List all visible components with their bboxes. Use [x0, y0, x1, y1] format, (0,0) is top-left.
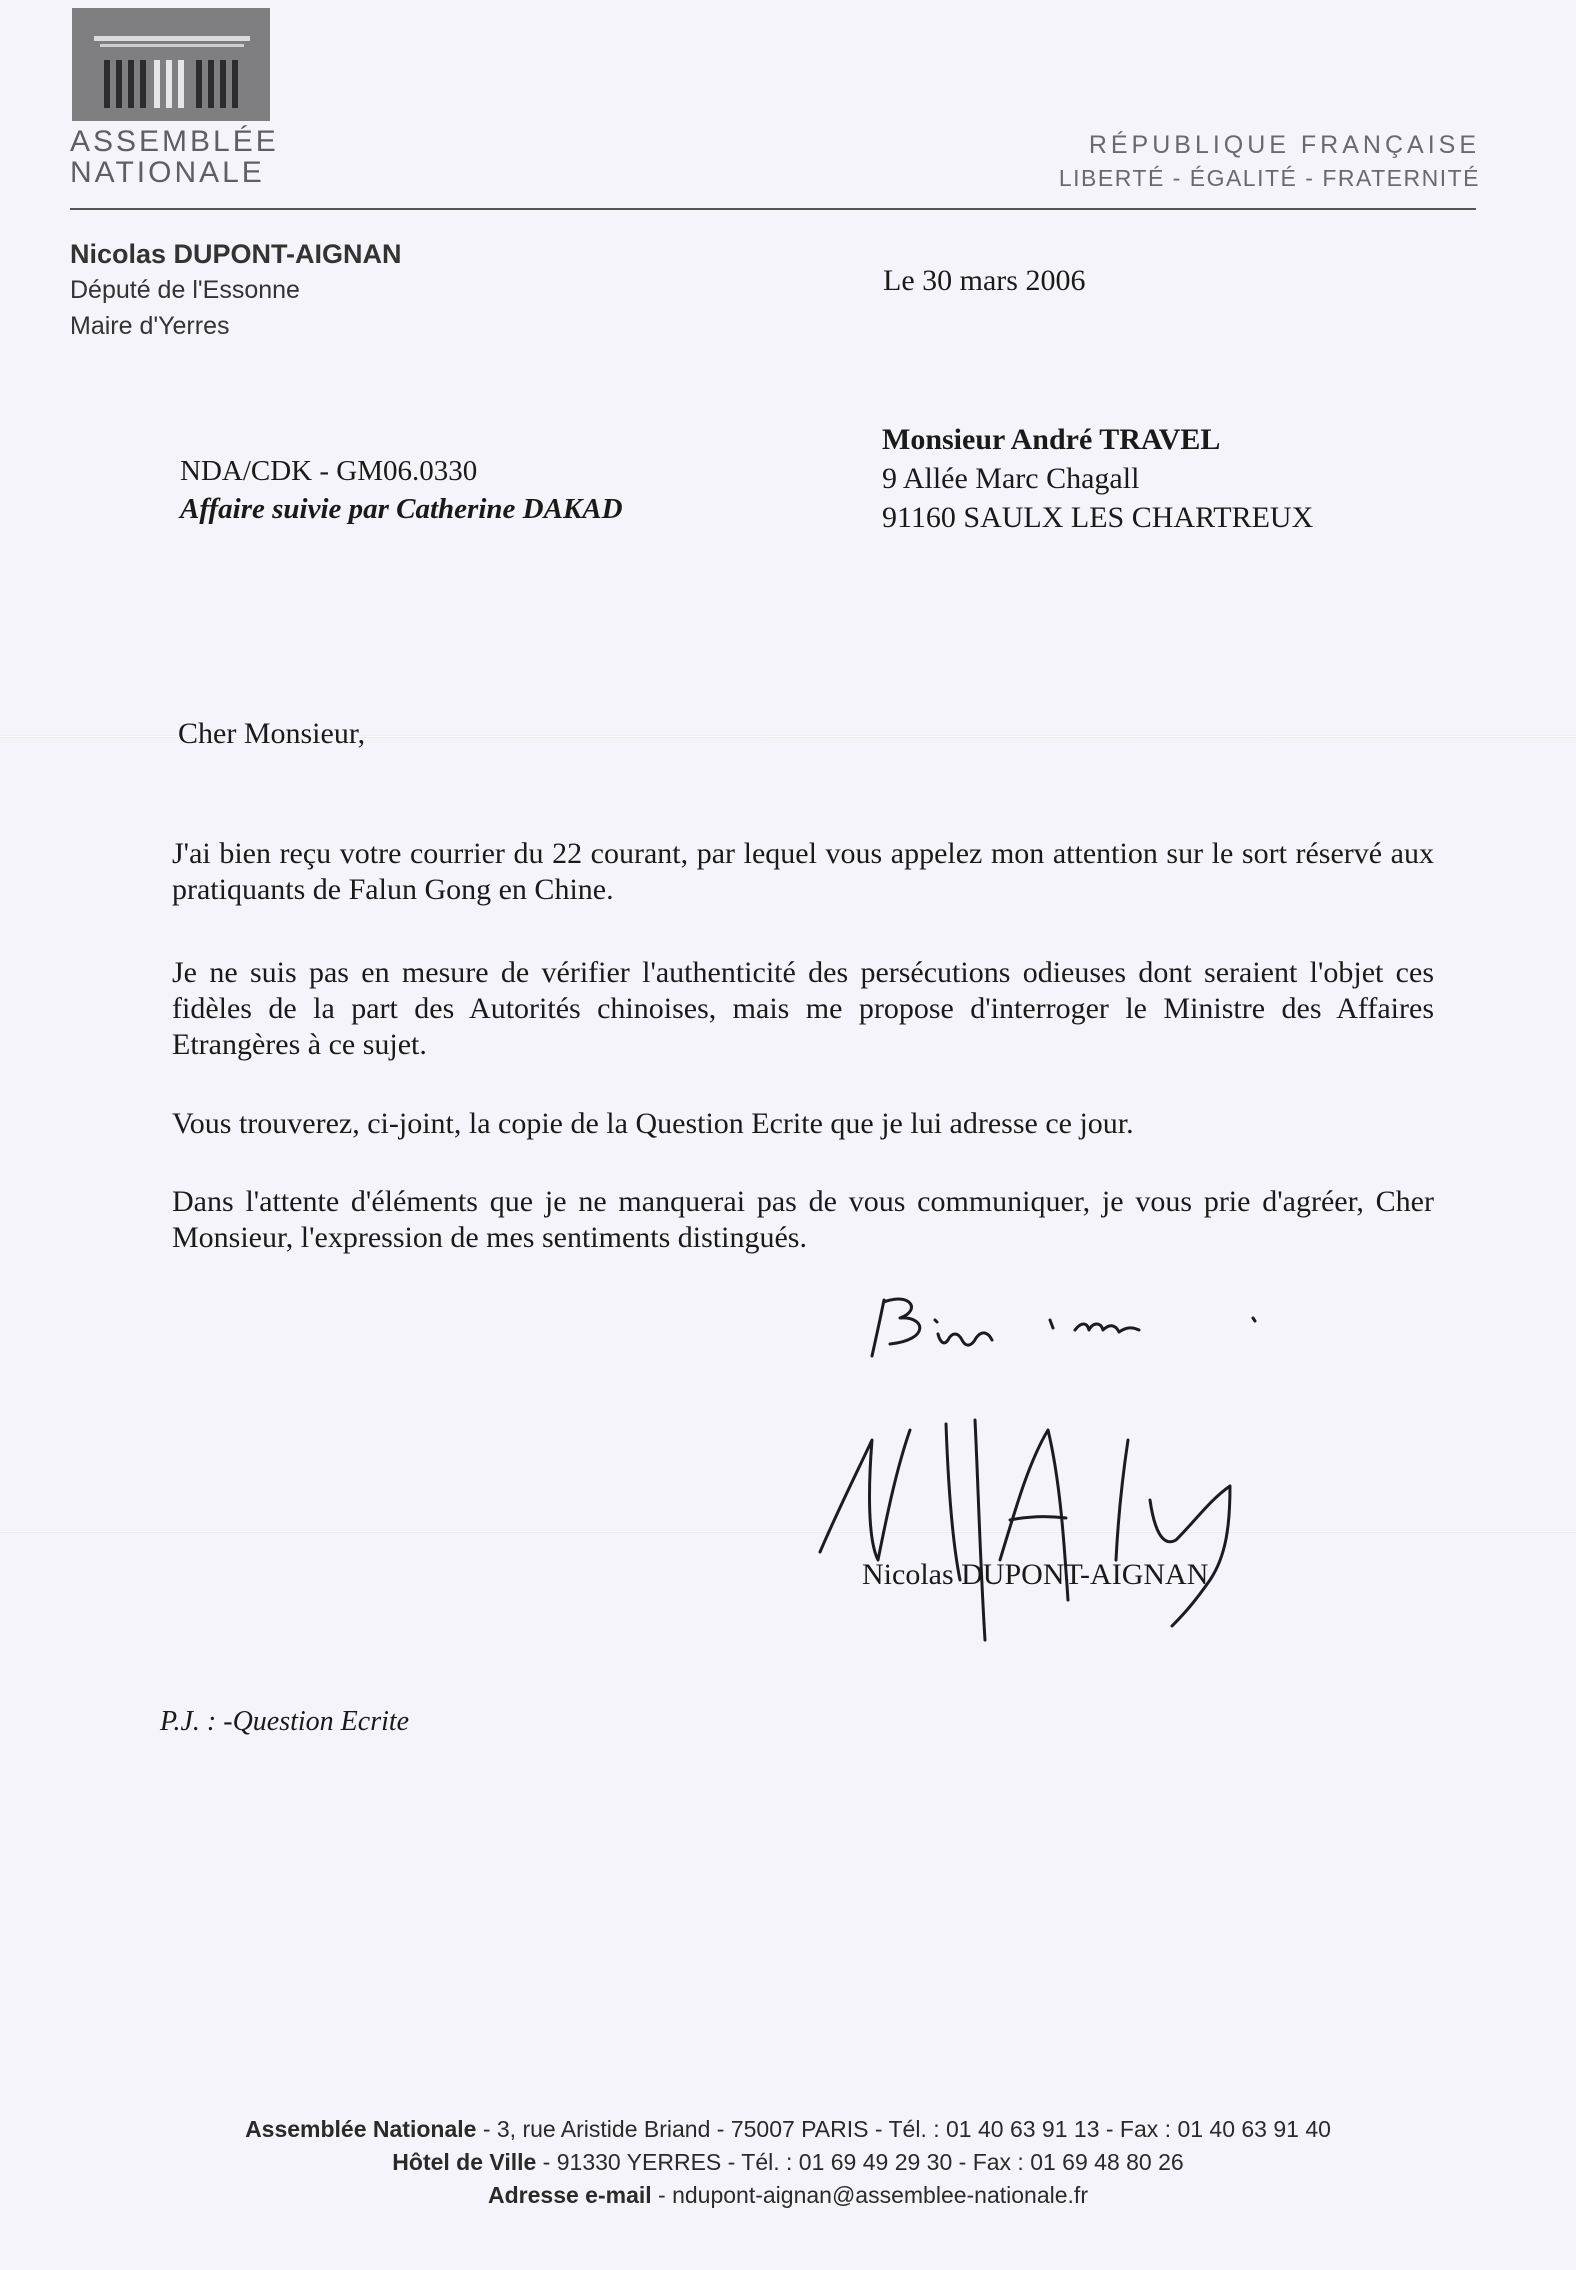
- enclosure-note: P.J. : -Question Ecrite: [160, 1706, 410, 1737]
- footer-line-1-text: - 3, rue Aristide Briand - 75007 PARIS - Tél. : 01 40 63 91 13 - Fax : 01 40 63 91 40: [476, 2116, 1331, 2142]
- body-paragraph-3: Vous trouverez, ci-joint, la copie de la Question Ecrite que je lui adresse ce jour.: [172, 1107, 1134, 1140]
- institution-line-2: NATIONALE: [70, 156, 265, 189]
- footer-line-3-label: Adresse e-mail: [488, 2182, 652, 2208]
- recipient-name: Monsieur André TRAVEL: [882, 423, 1221, 456]
- republic-line-1: RÉPUBLIQUE FRANÇAISE: [1088, 131, 1480, 159]
- sender-name: Nicolas DUPONT-AIGNAN: [70, 239, 402, 269]
- letter-date: Le 30 mars 2006: [883, 264, 1086, 297]
- sender-title-1: Député de l'Essonne: [70, 276, 300, 304]
- reference-code: NDA/CDK - GM06.0330: [180, 455, 478, 487]
- body-paragraph-2: Je ne suis pas en mesure de vérifier l'authenticité des persécutions odieuses dont seraient l'objet ces fidèles de la part des Autorités chinoises, mais me propose d'interroger le Ministre des Affaires Etrangères à ce sujet.: [172, 956, 1434, 1061]
- footer-line-2: [0, 2146, 1576, 2179]
- body-paragraph-1: J'ai bien reçu votre courrier du 22 courant, par lequel vous appelez mon attention sur le sort réservé aux pratiquants de Falun Gong en Chine.: [172, 837, 1434, 906]
- footer-email[interactable]: - ndupont-aignan@assemblee-nationale.fr: [651, 2182, 1088, 2208]
- footer-line-2-label: Hôtel de Ville: [392, 2149, 537, 2175]
- body-paragraph-4: Dans l'attente d'éléments que je ne manquerai pas de vous communiquer, je vous prie d'agréer, Cher Monsieur, l'expression de mes sentiments distingués.: [172, 1185, 1434, 1254]
- republic-line-2: LIBERTÉ - ÉGALITÉ - FRATERNITÉ: [1058, 165, 1480, 191]
- reference-followed-by: Affaire suivie par Catherine DAKAD: [180, 493, 623, 525]
- footer-line-3: [0, 2179, 1576, 2212]
- footer-line-1: [0, 2113, 1576, 2146]
- recipient-address-1: 9 Allée Marc Chagall: [882, 462, 1140, 495]
- sender-title-2: Maire d'Yerres: [70, 312, 230, 340]
- signature-printed-name: Nicolas DUPONT-AIGNAN: [862, 1558, 1209, 1591]
- recipient-address-2: 91160 SAULX LES CHARTREUX: [882, 501, 1314, 534]
- footer-line-1-label: Assemblée Nationale: [245, 2116, 477, 2142]
- greeting: Cher Monsieur,: [178, 717, 366, 750]
- footer: [0, 2113, 1576, 2212]
- footer-line-2-text: - 91330 YERRES - Tél. : 01 69 49 29 30 - Fax : 01 69 48 80 26: [536, 2149, 1184, 2175]
- institution-line-1: ASSEMBLÉE: [70, 125, 279, 158]
